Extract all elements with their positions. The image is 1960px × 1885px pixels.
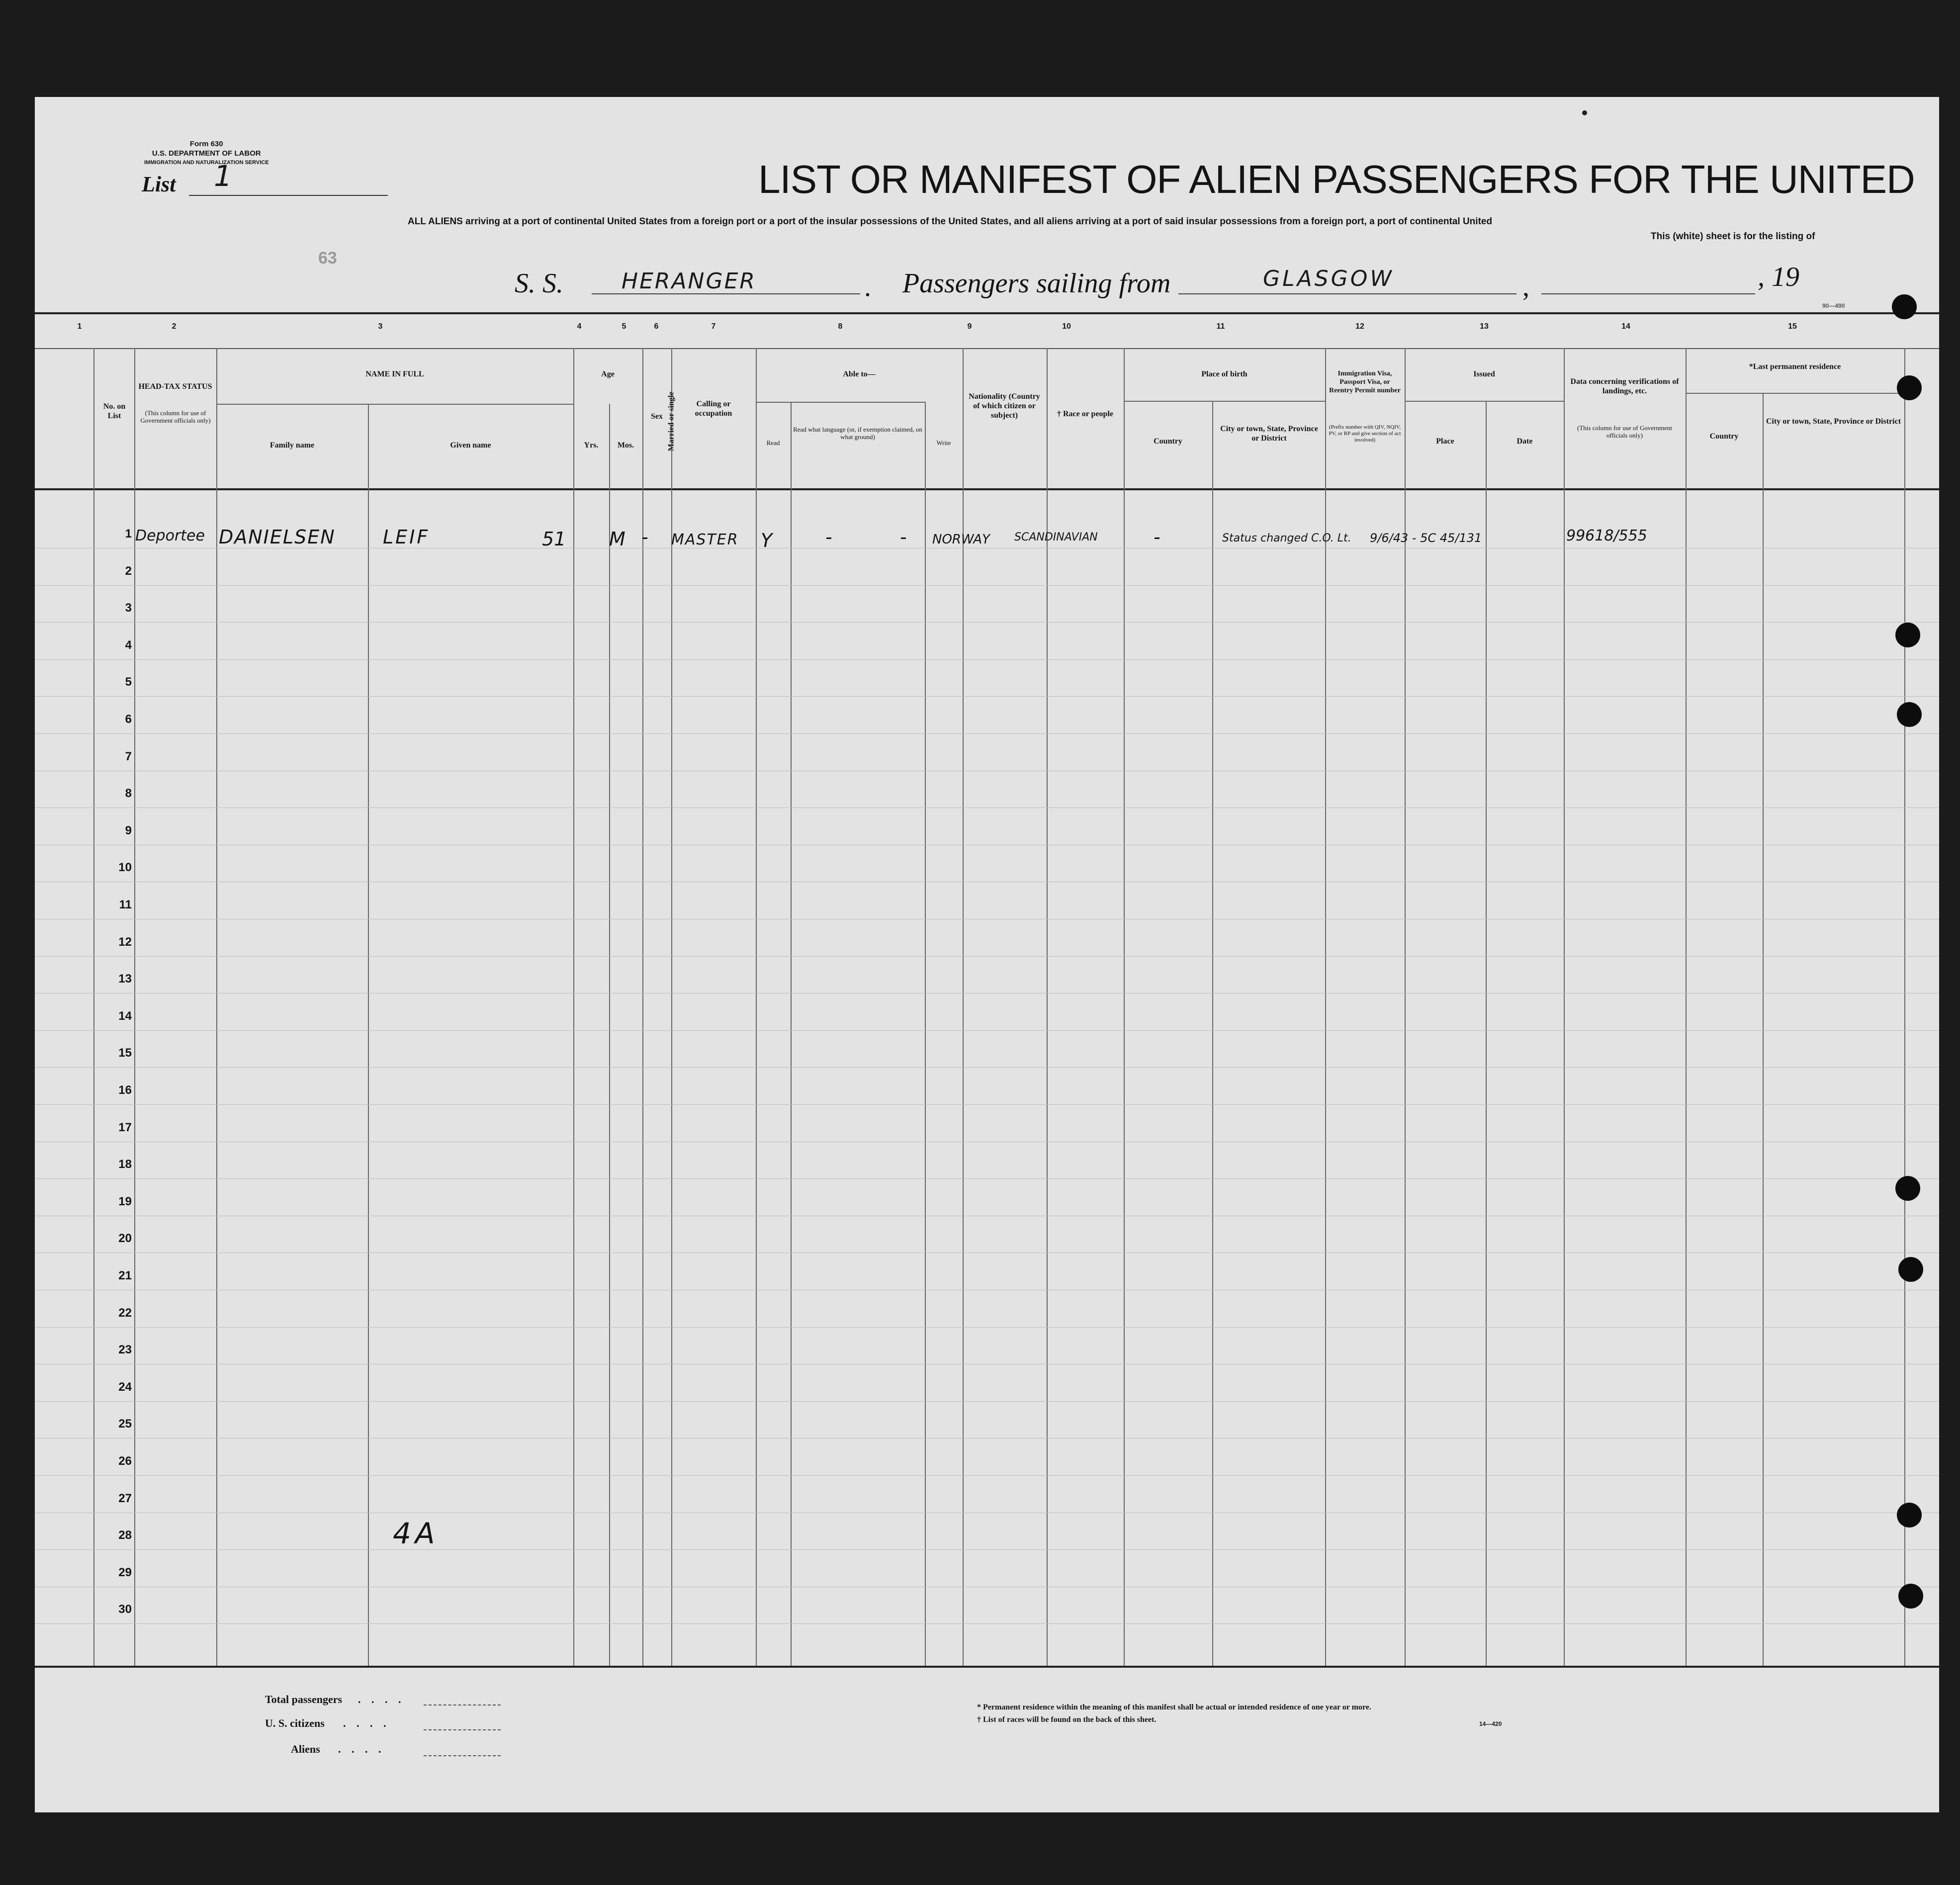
hdr-birth-country: Country xyxy=(1154,437,1182,446)
agency-block xyxy=(144,139,269,168)
list-underline xyxy=(189,195,388,196)
ss-label: S. S. xyxy=(515,268,563,299)
row-number: 26 xyxy=(118,1454,132,1468)
row-number: 20 xyxy=(118,1232,132,1245)
row-number: 13 xyxy=(118,972,132,986)
page-subtitle: ALL ALIENS arriving at a port of continental United States from a foreign port or a port of the insular possessions of the United States, and all aliens arriving at a port of said insular possessions from a foreign port, a port of continental United xyxy=(408,216,1493,227)
col-number: 4 xyxy=(577,322,582,331)
dots: . . . . xyxy=(338,1743,385,1755)
row-number: 10 xyxy=(118,861,132,874)
hdr-issued-date: Date xyxy=(1516,437,1533,446)
row1-nationality: NORWAY xyxy=(932,532,990,547)
form-ref: 90—490 xyxy=(1822,302,1845,309)
col-number: 1 xyxy=(77,322,82,331)
us-citizens-line xyxy=(424,1729,501,1730)
row-line xyxy=(35,1475,1939,1476)
hdr-last-res: *Last permanent residence xyxy=(1749,362,1841,371)
row-line xyxy=(35,622,1939,623)
punch-hole xyxy=(1892,294,1917,319)
row-number: 7 xyxy=(125,750,132,763)
col-line xyxy=(1904,348,1905,1666)
row-line xyxy=(35,659,1939,660)
subheader-line xyxy=(1405,401,1564,402)
col-line xyxy=(756,348,757,1666)
agency-line: U.S. DEPARTMENT OF LABOR xyxy=(152,149,261,158)
hdr-given-name: Given name xyxy=(450,441,491,449)
us-citizens-label: U. S. citizens xyxy=(265,1717,325,1729)
aliens-line xyxy=(424,1755,501,1756)
col-number: 3 xyxy=(378,322,383,331)
col-number: 13 xyxy=(1480,322,1489,331)
row-line xyxy=(35,1401,1939,1402)
row1-given-name: LEIF xyxy=(383,526,430,548)
row-number: 8 xyxy=(125,787,132,800)
col-line xyxy=(1564,348,1565,1666)
hdr-res-country: Country xyxy=(1709,432,1739,441)
row-number: 17 xyxy=(118,1121,132,1134)
table-top-border xyxy=(35,312,1939,314)
hdr-age: Age xyxy=(601,370,615,378)
row-number: 22 xyxy=(118,1306,132,1320)
punch-hole xyxy=(1898,1257,1923,1282)
row-line xyxy=(35,696,1939,697)
punch-hole xyxy=(1897,702,1922,727)
row1-head-tax: Deportee xyxy=(135,527,205,544)
col-number: 12 xyxy=(1355,322,1364,331)
punch-hole xyxy=(1895,623,1920,647)
hdr-visa: Immigration Visa, Passport Visa, or Reentry Permit number xyxy=(1329,370,1401,394)
col-line xyxy=(368,404,369,1666)
row1-read: Y xyxy=(761,530,773,551)
hdr-married: Married or single xyxy=(667,391,676,451)
col-line xyxy=(1325,348,1326,1666)
sailing-label: Passengers sailing from xyxy=(902,268,1171,299)
hdr-nationality: Nationality (Country of which citizen or subject) xyxy=(969,392,1040,420)
row-number: 28 xyxy=(118,1528,132,1542)
row1-birth-city: Status changed C.O. Lt. xyxy=(1222,532,1351,544)
hdr-verif-note: (This column for use of Government officials only) xyxy=(1577,424,1672,439)
row1-read-lang: - xyxy=(825,526,832,548)
subheader-line xyxy=(216,404,573,405)
row-number: 24 xyxy=(118,1380,132,1394)
col-number: 7 xyxy=(711,322,716,331)
faint-stamp: 63 xyxy=(318,249,337,268)
hdr-place-of-birth: Place of birth xyxy=(1201,370,1247,378)
hdr-head-tax: HEAD-TAX STATUS xyxy=(138,382,212,391)
subheader-line xyxy=(1686,393,1904,394)
hdr-write: Write xyxy=(936,439,951,447)
footnote-races: † List of races will be found on the back of this sheet. xyxy=(977,1715,1157,1724)
port-name: GLASGOW xyxy=(1263,266,1394,291)
col-line xyxy=(791,402,792,1666)
punch-hole xyxy=(1897,1503,1922,1527)
row-number: 5 xyxy=(125,675,132,689)
row-number: 29 xyxy=(118,1566,132,1579)
col-line xyxy=(609,404,610,1666)
row-line xyxy=(35,956,1939,957)
total-passengers-label: Total passengers xyxy=(265,1693,343,1705)
col-line xyxy=(1124,348,1125,1666)
col-line xyxy=(1486,401,1487,1666)
port-underline xyxy=(1178,293,1516,294)
dots: . . . . xyxy=(358,1693,405,1705)
row-number: 6 xyxy=(125,713,132,726)
row-number: 15 xyxy=(118,1046,132,1060)
row-number: 25 xyxy=(118,1417,132,1431)
hdr-read: Read xyxy=(766,439,780,447)
punch-hole xyxy=(1898,1584,1923,1609)
row-line xyxy=(35,585,1939,586)
col-line xyxy=(1763,393,1764,1666)
col-number: 14 xyxy=(1621,322,1630,331)
row-line xyxy=(35,1067,1939,1068)
col-number: 9 xyxy=(967,322,972,331)
row-number: 11 xyxy=(119,898,132,911)
hdr-family-name: Family name xyxy=(269,441,315,449)
hdr-mos: Mos. xyxy=(617,441,634,449)
row1-calling: MASTER xyxy=(671,531,739,548)
col-number: 15 xyxy=(1788,322,1797,331)
row-number: 12 xyxy=(118,935,132,949)
date-underline xyxy=(1541,293,1755,294)
list-label: List xyxy=(142,172,176,196)
row-number: 19 xyxy=(118,1195,132,1208)
row-line xyxy=(35,1327,1939,1328)
hdr-verif: Data concerning verifications of landings, etc. xyxy=(1570,377,1679,395)
list-number: 1 xyxy=(214,159,232,193)
row-number: 4 xyxy=(125,638,132,652)
col-number: 5 xyxy=(622,322,626,331)
ship-name: HERANGER xyxy=(622,269,756,294)
row-line xyxy=(35,1549,1939,1550)
hdr-yrs: Yrs. xyxy=(584,441,599,449)
row1-birth-country: - xyxy=(1154,526,1160,548)
pin-mark xyxy=(1582,110,1587,115)
row-line xyxy=(35,1030,1939,1031)
row1-sex: M xyxy=(609,528,625,550)
row1-visa-issued: 9/6/43 - 5C 45/131 xyxy=(1370,531,1482,545)
col-line xyxy=(1212,401,1213,1666)
aliens-label: Aliens xyxy=(291,1743,320,1755)
row-line xyxy=(35,1623,1939,1624)
row-number: 23 xyxy=(118,1343,132,1356)
row-number: 3 xyxy=(125,601,132,615)
hdr-name-in-full: NAME IN FULL xyxy=(365,370,424,378)
col-line xyxy=(573,348,574,1666)
dots: . . . . xyxy=(343,1717,390,1729)
col-line xyxy=(1047,348,1048,1666)
row1-age-years: 51 xyxy=(542,528,566,550)
separator: . xyxy=(864,271,871,302)
hdr-able-to: Able to— xyxy=(843,370,876,378)
row-line xyxy=(35,733,1939,734)
row-number: 30 xyxy=(118,1603,132,1616)
column-number-divider xyxy=(35,348,1939,349)
page-title: LIST OR MANIFEST OF ALIEN PASSENGERS FOR THE UNITED xyxy=(758,157,1915,201)
hdr-calling: Calling or occupation xyxy=(695,400,732,418)
row-number: 16 xyxy=(118,1083,132,1097)
row1-married: - xyxy=(641,526,648,548)
header-bottom-border xyxy=(35,488,1939,490)
col-number: 8 xyxy=(838,322,843,331)
form-number: 14—420 xyxy=(1479,1720,1502,1727)
row-number: 2 xyxy=(125,564,132,578)
hdr-visa-note: (Prefix number with QIV, NQIV, PV, or RP and give section of act involved) xyxy=(1329,424,1401,443)
row1-race: SCANDINAVIAN xyxy=(1014,531,1098,543)
year-prefix: , 19 xyxy=(1758,262,1799,292)
col-line xyxy=(1405,348,1406,1666)
punch-hole xyxy=(1897,375,1922,400)
hdr-race: † Race or people xyxy=(1057,410,1113,418)
row1-verification: 99618/555 xyxy=(1566,527,1647,544)
row-number: 27 xyxy=(118,1492,132,1505)
col-number: 6 xyxy=(654,322,659,331)
manifest-table xyxy=(35,312,1939,1666)
annotation-4a: 4A xyxy=(393,1517,439,1550)
hdr-issued: Issued xyxy=(1473,370,1495,378)
agency-line: Form 630 xyxy=(189,140,223,148)
row-number: 21 xyxy=(118,1269,132,1282)
row1-write: - xyxy=(900,526,907,548)
hdr-birth-city: City or town, State, Province or District xyxy=(1220,425,1318,443)
row-number: 9 xyxy=(125,824,132,837)
footnote-residence: * Permanent residence within the meaning of this manifest shall be actual or intended residence of one year or more. xyxy=(977,1703,1371,1711)
hdr-head-tax-note: (This column for use of Government officials only) xyxy=(140,409,211,424)
agency-line: IMMIGRATION AND NATURALIZATION SERVICE xyxy=(144,160,269,166)
row-line xyxy=(35,1104,1939,1105)
page-subtitle-2: This (white) sheet is for the listing of xyxy=(1651,231,1815,242)
col-line xyxy=(1686,348,1687,1666)
col-number: 11 xyxy=(1216,322,1225,331)
col-line xyxy=(216,348,217,1666)
col-number: 10 xyxy=(1062,322,1071,331)
hdr-sex: Sex xyxy=(651,412,663,421)
hdr-issued-place: Place xyxy=(1436,437,1454,446)
row1-family-name: DANIELSEN xyxy=(219,526,336,548)
subheader-line xyxy=(1124,401,1325,402)
punch-hole xyxy=(1895,1176,1920,1201)
row-number: 18 xyxy=(118,1158,132,1171)
col-number: 2 xyxy=(172,322,177,331)
table-bottom-border xyxy=(35,1666,1939,1668)
subheader-line xyxy=(756,402,925,403)
hdr-res-city: City or town, State, Province or District xyxy=(1766,417,1901,426)
hdr-no-on-list: No. on List xyxy=(103,402,126,420)
row-number: 1 xyxy=(125,527,132,540)
hdr-read-lang: Read what language (or, if exemption claimed, on what ground) xyxy=(793,426,922,441)
separator: , xyxy=(1522,271,1529,302)
row-line xyxy=(35,1178,1939,1179)
row-number: 14 xyxy=(118,1009,132,1023)
col-line xyxy=(925,402,926,1666)
